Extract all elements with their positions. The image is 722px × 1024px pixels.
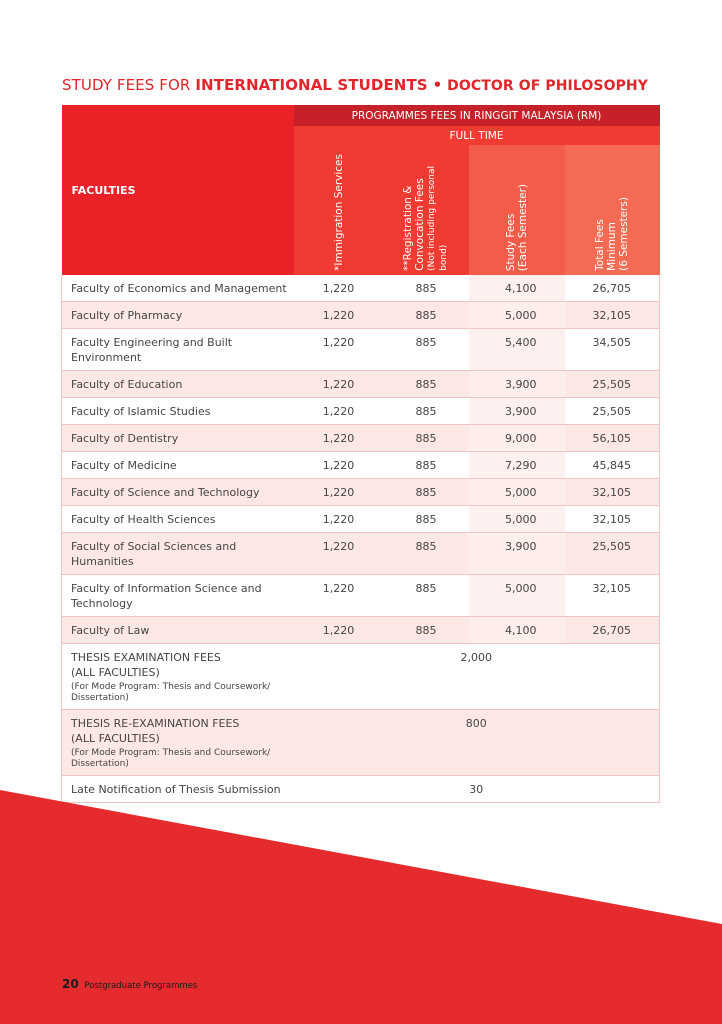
fees-table — [61, 105, 660, 803]
total-fee: 32,105 — [565, 506, 660, 533]
col-header-total — [565, 145, 660, 275]
study-fee: 5,000 — [469, 506, 565, 533]
table-row — [62, 371, 660, 398]
faculty-name: Faculty of Economics and Management — [62, 275, 294, 302]
programmes-fees-header: PROGRAMMES FEES IN RINGGIT MALAYSIA (RM) — [294, 105, 660, 126]
immigration-fee: 1,220 — [294, 371, 384, 398]
total-fee: 25,505 — [565, 533, 660, 575]
registration-fee: 885 — [384, 275, 469, 302]
immigration-fee: 1,220 — [294, 479, 384, 506]
thesis-reexam-line1: THESIS RE-EXAMINATION FEES — [71, 717, 240, 730]
title-bullet: • — [432, 76, 443, 94]
study-fee: 9,000 — [469, 425, 565, 452]
full-time-header: FULL TIME — [294, 126, 660, 145]
thesis-reexam-line2: (ALL FACULTIES) — [71, 732, 160, 745]
faculty-name: Faculty of Science and Technology — [62, 479, 294, 506]
faculty-name: Faculty of Health Sciences — [62, 506, 294, 533]
table-row — [62, 479, 660, 506]
faculty-name: Faculty of Dentistry — [62, 425, 294, 452]
immigration-fee: 1,220 — [294, 617, 384, 644]
col-header-registration-line4: bond) — [439, 244, 449, 271]
registration-fee: 885 — [384, 425, 469, 452]
immigration-fee: 1,220 — [294, 329, 384, 371]
thesis-exam-fee: 2,000 — [294, 644, 660, 710]
study-fee: 3,900 — [469, 371, 565, 398]
registration-fee: 885 — [384, 506, 469, 533]
total-fee: 45,845 — [565, 452, 660, 479]
thesis-exam-row — [62, 644, 660, 710]
thesis-reexam-fee: 800 — [294, 710, 660, 776]
total-fee: 25,505 — [565, 371, 660, 398]
table-row — [62, 575, 660, 617]
immigration-fee: 1,220 — [294, 452, 384, 479]
thesis-reexam-note: (For Mode Program: Thesis and Coursework/ Dissertation) — [71, 748, 271, 769]
total-fee: 34,505 — [565, 329, 660, 371]
title-emphasis: INTERNATIONAL STUDENTS — [195, 76, 428, 94]
total-fee: 56,105 — [565, 425, 660, 452]
thesis-exam-line1: THESIS EXAMINATION FEES — [71, 651, 221, 664]
immigration-fee: 1,220 — [294, 506, 384, 533]
registration-fee: 885 — [384, 479, 469, 506]
registration-fee: 885 — [384, 617, 469, 644]
faculty-name: Faculty of Education — [62, 371, 294, 398]
total-fee: 25,505 — [565, 398, 660, 425]
col-header-study-line1: Study Fees — [504, 213, 517, 271]
faculty-name: Faculty of Social Sciences and Humanities — [62, 533, 294, 575]
study-fee: 5,000 — [469, 302, 565, 329]
faculties-header: FACULTIES — [62, 105, 294, 275]
faculty-name: Faculty of Pharmacy — [62, 302, 294, 329]
thesis-reexam-row — [62, 710, 660, 776]
study-fee: 3,900 — [469, 533, 565, 575]
thesis-exam-note: (For Mode Program: Thesis and Coursework/ Dissertation) — [71, 682, 271, 703]
col-header-registration — [384, 145, 469, 275]
thesis-reexam-label — [62, 710, 294, 776]
late-notification-label: Late Notification of Thesis Submission — [62, 776, 294, 803]
table-row — [62, 302, 660, 329]
immigration-fee: 1,220 — [294, 425, 384, 452]
study-fee: 5,400 — [469, 329, 565, 371]
page-title — [62, 76, 648, 94]
col-header-immigration — [294, 145, 384, 275]
thesis-exam-label — [62, 644, 294, 710]
table-row — [62, 425, 660, 452]
total-fee: 26,705 — [565, 617, 660, 644]
faculty-name: Faculty of Islamic Studies — [62, 398, 294, 425]
col-header-registration-line3: (Not including personal — [427, 166, 437, 271]
col-header-study-line2: (Each Semester) — [516, 183, 529, 271]
study-fee: 7,290 — [469, 452, 565, 479]
title-prefix: STUDY FEES FOR — [62, 76, 191, 94]
total-fee: 32,105 — [565, 302, 660, 329]
faculty-name: Faculty of Medicine — [62, 452, 294, 479]
immigration-fee: 1,220 — [294, 575, 384, 617]
total-fee: 32,105 — [565, 479, 660, 506]
immigration-fee: 1,220 — [294, 398, 384, 425]
faculty-name: Faculty of Information Science and Technology — [62, 575, 294, 617]
late-notification-fee: 30 — [294, 776, 660, 803]
study-fee: 5,000 — [469, 575, 565, 617]
table-row — [62, 275, 660, 302]
study-fee: 3,900 — [469, 398, 565, 425]
faculty-name: Faculty of Law — [62, 617, 294, 644]
table-row — [62, 329, 660, 371]
study-fee: 4,100 — [469, 617, 565, 644]
col-header-total-line1: Total Fees — [594, 219, 606, 271]
thesis-exam-line2: (ALL FACULTIES) — [71, 666, 160, 679]
study-fee: 5,000 — [469, 479, 565, 506]
col-header-registration-line1: **Registration & — [402, 185, 414, 271]
immigration-fee: 1,220 — [294, 275, 384, 302]
registration-fee: 885 — [384, 371, 469, 398]
col-header-registration-line2: Convocation Fees — [414, 178, 426, 271]
registration-fee: 885 — [384, 329, 469, 371]
col-header-total-line2: Minimum — [606, 222, 618, 271]
footer-label: Postgraduate Programmes — [84, 981, 198, 991]
col-header-study — [469, 145, 565, 275]
study-fee: 4,100 — [469, 275, 565, 302]
immigration-fee: 1,220 — [294, 533, 384, 575]
registration-fee: 885 — [384, 533, 469, 575]
table-row — [62, 452, 660, 479]
registration-fee: 885 — [384, 398, 469, 425]
registration-fee: 885 — [384, 452, 469, 479]
table-row — [62, 506, 660, 533]
immigration-fee: 1,220 — [294, 302, 384, 329]
registration-fee: 885 — [384, 302, 469, 329]
page-number: 20 — [62, 977, 79, 991]
col-header-total-line3: (6 Semesters) — [618, 197, 630, 271]
page-footer — [62, 977, 197, 991]
table-row — [62, 398, 660, 425]
faculty-name: Faculty Engineering and Built Environment — [62, 329, 294, 371]
total-fee: 26,705 — [565, 275, 660, 302]
total-fee: 32,105 — [565, 575, 660, 617]
table-row — [62, 533, 660, 575]
registration-fee: 885 — [384, 575, 469, 617]
title-subtitle: DOCTOR OF PHILOSOPHY — [447, 78, 648, 94]
col-header-immigration-text: *Immigration Services — [332, 154, 345, 271]
table-row — [62, 617, 660, 644]
